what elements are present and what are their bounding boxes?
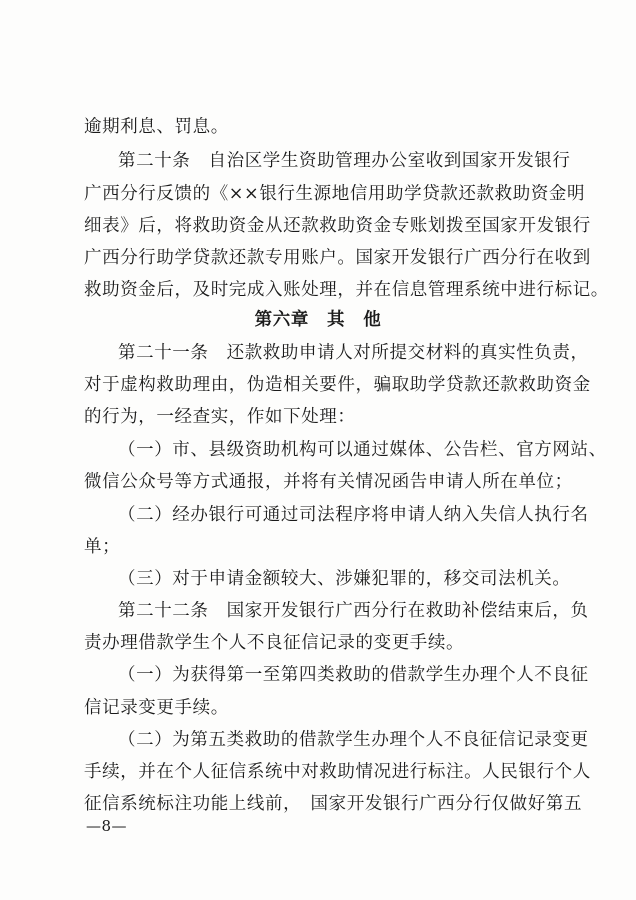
paragraph-line: 细表》后，将救助资金从还款救助资金专账划拨至国家开发银行 [84,216,591,236]
article-22-line: 第二十二条 国家开发银行广西分行在救助补偿结束后，负 [118,601,589,621]
paragraph-line: 广西分行助学贷款还款专用账户。国家开发银行广西分行在收到 [84,248,591,268]
paragraph-line: 征信系统标注功能上线前， 国家开发银行广西分行仅做好第五 [84,794,583,814]
paragraph-line: 手续，并在个人征信系统中对救助情况进行标注。人民银行个人 [84,762,591,782]
paragraph-line: 单； [84,537,121,557]
paragraph-line: 责办理借款学生个人不良征信记录的变更手续。 [84,633,465,653]
paragraph-line: 对于虚构救助理由，伪造相关要件，骗取助学贷款还款救助资金 [84,375,591,395]
list-item-line: （一）为获得第一至第四类救助的借款学生办理个人不良征 [118,665,589,685]
paragraph-line: 的行为，一经查实，作如下处理： [84,407,356,427]
paragraph-line: 逾期利息、罚息。 [84,117,229,137]
list-item-line: （一）市、县级资助机构可以通过媒体、公告栏、官方网站、 [118,440,607,460]
article-20-line: 第二十条 自治区学生资助管理办公室收到国家开发银行 [118,151,571,171]
list-item-line: （二）为第五类救助的借款学生办理个人不良征信记录变更 [118,730,589,750]
article-21-line: 第二十一条 还款救助申请人对所提交材料的真实性负责， [118,343,589,363]
page-number: —8— [86,817,128,835]
paragraph-line: 信记录变更手续。 [84,698,229,718]
paragraph-line: 微信公众号等方式通报，并将有关情况函告申请人所在单位； [84,472,573,492]
chapter-heading: 第六章 其 他 [254,310,382,330]
list-item-line: （二）经办银行可通过司法程序将申请人纳入失信人执行名 [118,505,589,525]
list-item-line: （三）对于申请金额较大、涉嫌犯罪的，移交司法机关。 [118,569,571,589]
paragraph-line: 广西分行反馈的《××银行生源地信用助学贷款还款救助资金明 [84,184,586,204]
paragraph-line: 救助资金后，及时完成入账处理，并在信息管理系统中进行标记。 [84,280,609,300]
